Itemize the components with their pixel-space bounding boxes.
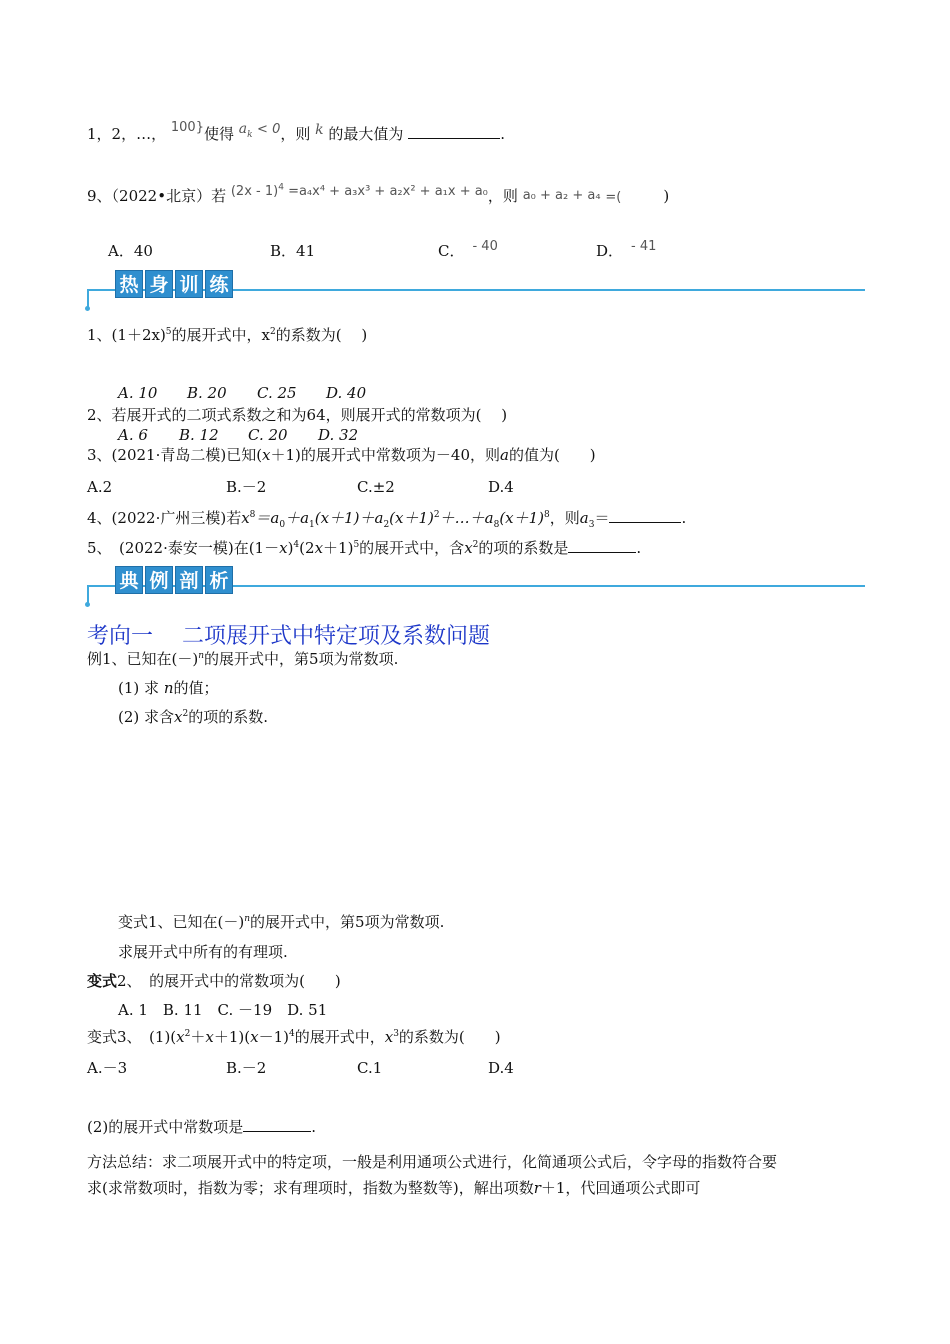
- q9-option-a[interactable]: A．40: [108, 242, 153, 260]
- warmup-q3: 3、(2021·青岛二模)已知(x＋1)的展开式中常数项为－40，则a的值为( ): [87, 446, 596, 464]
- banner-dot: [85, 602, 90, 607]
- example-1-part-1: (1) 求 n的值；: [118, 679, 219, 697]
- variant-1: 变式1、已知在$(-)^n$的展开式中，第5项为常数项.: [118, 913, 445, 931]
- variant-3-option-a[interactable]: A.－3: [87, 1059, 128, 1077]
- variant-3-part-2: (2)的展开式中常数项是 .: [87, 1118, 317, 1136]
- warmup-q2-option-b[interactable]: B. 12: [179, 426, 219, 444]
- variant-2: 变式2、 的展开式中的常数项为( ): [87, 972, 341, 990]
- q9: 9、（2022•北京）若 (2x - 1)$^4$ =a₄x⁴ + a₃x³ + a₂x² + a₁x + a₀，则 a₀ + a₂ + a₄ =( ): [87, 182, 670, 205]
- warmup-q1-option-b[interactable]: B. 20: [187, 384, 227, 402]
- banner-char: 典: [115, 566, 143, 594]
- warmup-q2: 2、若展开式的二项式系数之和为64，则展开式的常数项为( ): [87, 406, 508, 424]
- warmup-q2-option-a[interactable]: A. 6: [118, 426, 148, 444]
- q8-ak: $a_k < 0$: [238, 121, 281, 140]
- q9-option-d[interactable]: D． - 41: [596, 239, 657, 260]
- banner-char: 热: [115, 270, 143, 298]
- q8-tail: 1，2，…， 100}使得 $a_k < 0$，则 k 的最大值为 .: [87, 120, 505, 143]
- warmup-q3-option-a[interactable]: A.2: [87, 478, 113, 496]
- warmup-q4-answer-blank[interactable]: [609, 508, 681, 523]
- warmup-q1-option-a[interactable]: A. 10: [118, 384, 158, 402]
- variant-1-line-2: 求展开式中所有的有理项.: [118, 943, 288, 961]
- variant-3: 变式3、 $(1)(x^2+x+1)(x-1)^4$的展开式中，$x^3$的系数为( ): [87, 1028, 501, 1046]
- variant-2-options[interactable]: A. 1 B. 11 C. －19 D. 51: [118, 1001, 328, 1019]
- banner-char: 析: [205, 566, 233, 594]
- banner-char: 身: [145, 270, 173, 298]
- section-banner-warmup: [87, 270, 865, 304]
- banner-char: 训: [175, 270, 203, 298]
- warmup-q2-option-d[interactable]: D. 32: [318, 426, 359, 444]
- section-banner-examples: [87, 566, 865, 600]
- warmup-q2-option-c[interactable]: C. 20: [248, 426, 288, 444]
- warmup-q5: 5、 (2022·泰安一模)在$(1-x)^4(2x+1)^5$的展开式中，含$x^2$的项的系数是 .: [87, 539, 642, 557]
- warmup-q1-option-c[interactable]: C. 25: [257, 384, 297, 402]
- variant-3-option-b[interactable]: B.－2: [226, 1059, 267, 1077]
- q9-option-b[interactable]: B．41: [270, 242, 316, 260]
- banner-char: 例: [145, 566, 173, 594]
- warmup-q3-option-b[interactable]: B.－2: [226, 478, 267, 496]
- q8-answer-blank[interactable]: [408, 124, 500, 139]
- warmup-q3-option-c[interactable]: C.±2: [357, 478, 395, 496]
- warmup-q4: 4、(2022·广州三模)若$x^8=a_0+a_1(x+1)+a_2(x+1)^2+\dots+a_8(x+1)^8$，则$a_3=$ .: [87, 509, 687, 530]
- warmup-q1: 1、$(1+2x)^5$的展开式中，$x^2$的系数为( ): [87, 326, 368, 344]
- warmup-q5-answer-blank[interactable]: [568, 538, 636, 553]
- warmup-q3-option-d[interactable]: D.4: [488, 478, 514, 496]
- q9-option-c[interactable]: C． - 40: [438, 239, 498, 260]
- method-summary-line-1: 方法总结：求二项展开式中的特定项，一般是利用通项公式进行，化简通项公式后，令字母的指数符合要: [87, 1153, 778, 1171]
- section-heading: 考向一 二项展开式中特定项及系数问题: [87, 624, 490, 649]
- q9-expression: (2x - 1)$^4$ =a₄x⁴ + a₃x³ + a₂x² + a₁x + a₀: [230, 182, 488, 199]
- example-1: 例1、已知在$(-)^n$的展开式中，第5项为常数项.: [87, 650, 399, 668]
- variant-3-option-d[interactable]: D.4: [488, 1059, 514, 1077]
- variant-3-option-c[interactable]: C.1: [357, 1059, 383, 1077]
- banner-dot: [85, 306, 90, 311]
- q8-set-end: 100}: [170, 120, 204, 135]
- banner-char: 练: [205, 270, 233, 298]
- q8-k: k: [315, 122, 324, 138]
- q9-sum: a₀ + a₂ + a₄: [522, 188, 601, 203]
- variant-3-answer-blank[interactable]: [243, 1117, 311, 1132]
- warmup-q1-option-d[interactable]: D. 40: [326, 384, 367, 402]
- banner-char: 剖: [175, 566, 203, 594]
- example-1-part-2: (2) 求含$x^2$的项的系数.: [118, 708, 269, 726]
- method-summary-line-2: 求(求常数项时，指数为零；求有理项时，指数为整数等)，解出项数r＋1，代回通项公式即可: [87, 1179, 701, 1197]
